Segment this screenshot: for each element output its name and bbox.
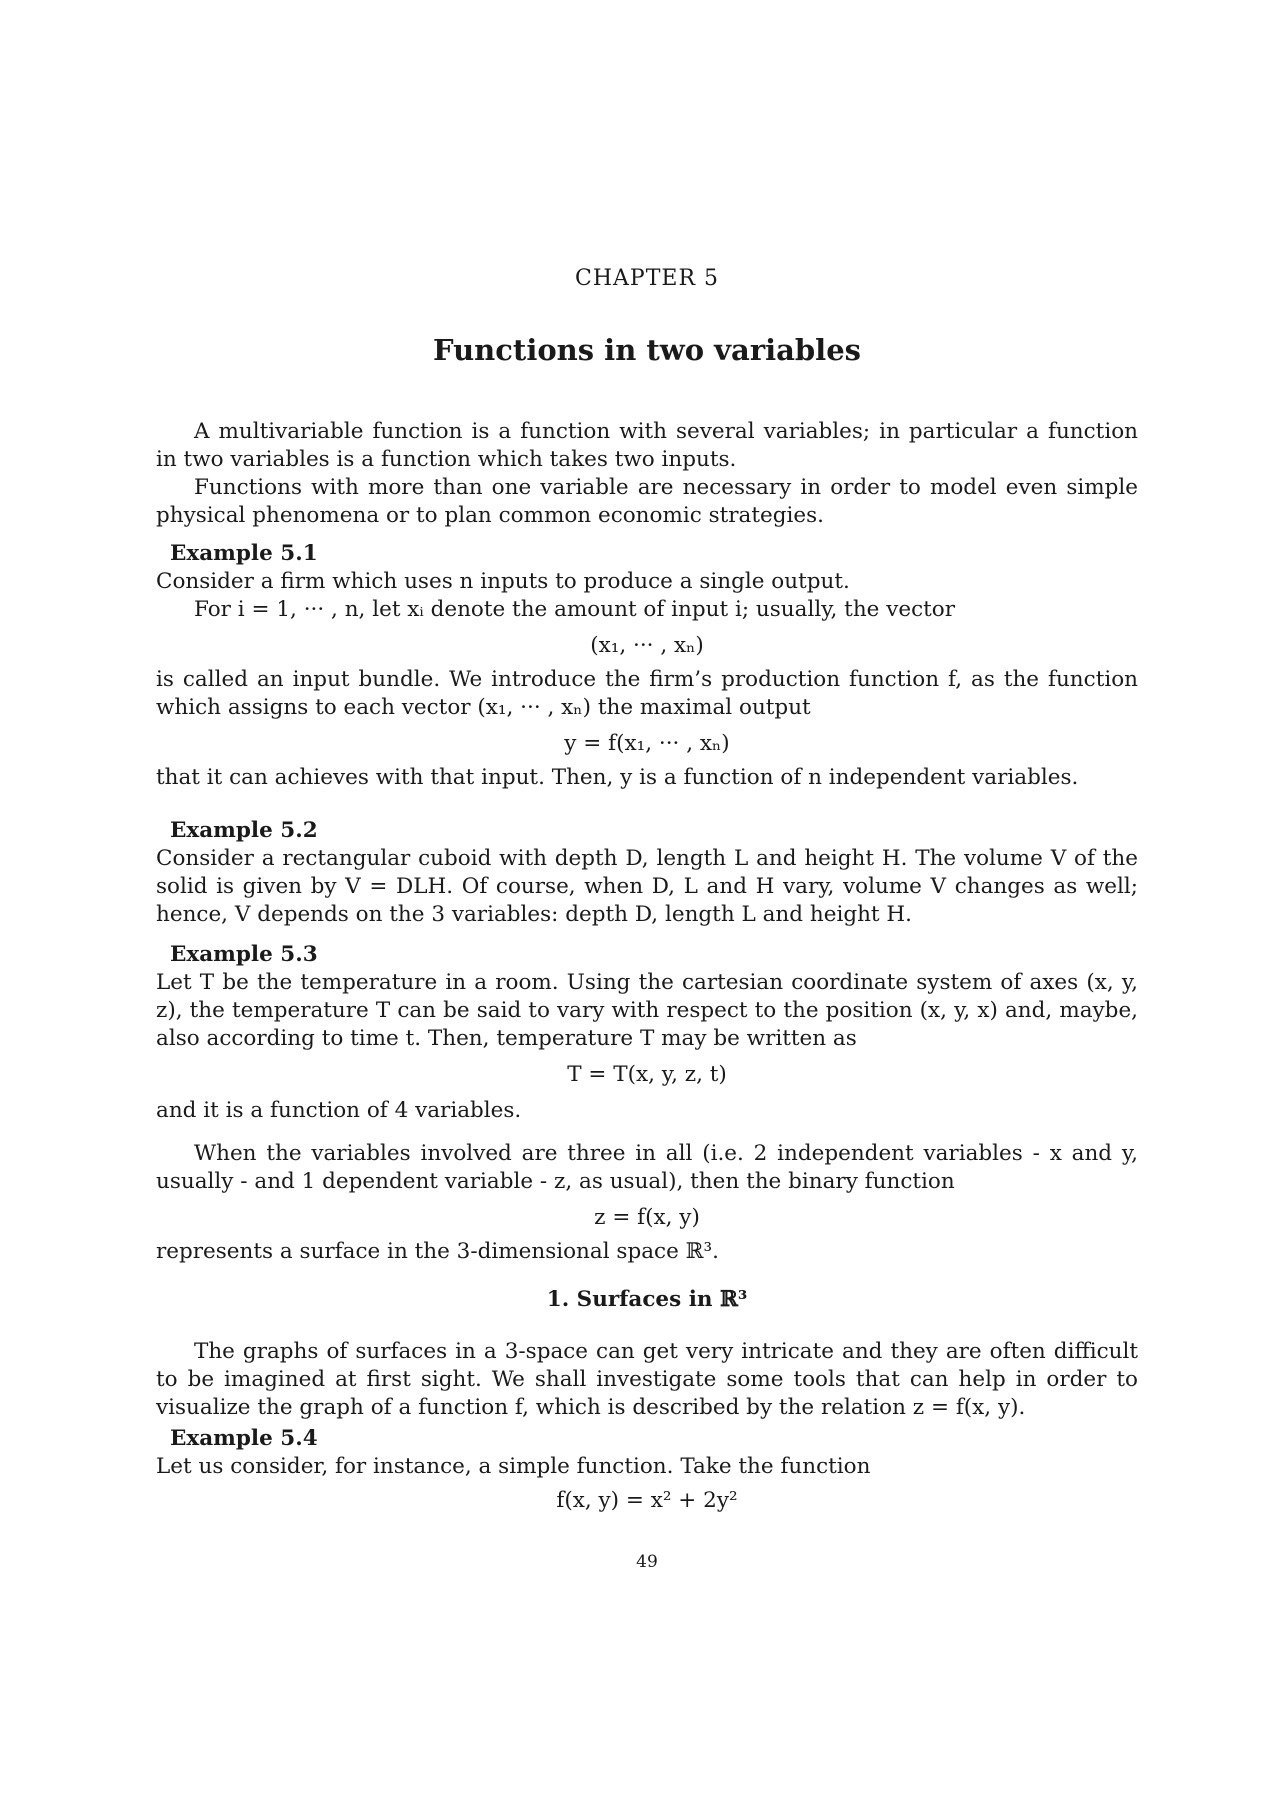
section-1-text: [156, 1338, 1138, 1422]
example-text: Consider a rectangular cuboid with depth D, length L and height H. The volume V of the solid is given by V = DLH. Of course, when D, L and H vary, volume V changes as well; hence, V depends on the 3 variables: depth D, length L and height H.: [156, 846, 1138, 927]
example-text: Consider a firm which uses n inputs to produce a single output.: [156, 569, 850, 594]
intro-block: [156, 418, 1138, 530]
example-text: Let us consider, for instance, a simple function. Take the function: [156, 1454, 871, 1479]
equation: f(x, y) = x² + 2y²: [556, 1488, 738, 1513]
example-5-1: [156, 540, 1138, 792]
page-number: 49: [636, 1552, 658, 1572]
example-text: that it can achieves with that input. Then, y is a function of n independent variables.: [156, 765, 1079, 790]
example-5-2: [156, 817, 1138, 929]
intro-paragraph-2: Functions with more than one variable are necessary in order to model even simple physical phenomena or to plan common economic strategies.: [156, 475, 1138, 528]
body-paragraph: represents a surface in the 3-dimensional space ℝ³.: [156, 1239, 719, 1264]
body-paragraph: When the variables involved are three in all (i.e. 2 independent variables - x and y, usually - and 1 dependent variable - z, as usual), then the binary function: [156, 1141, 1138, 1194]
body-paragraph: The graphs of surfaces in a 3-space can get very intricate and they are often difficult to be imagined at first sight. We shall investigate some tools that can help in order to visualize the graph of a function f, which is described by the relation z = f(x, y).: [156, 1339, 1138, 1420]
example-heading: Example 5.2: [170, 818, 318, 843]
equation: (x₁, ··· , xₙ): [590, 633, 704, 658]
chapter-title: Functions in two variables: [433, 333, 861, 367]
example-heading: Example 5.3: [170, 942, 318, 967]
binary-function-block: [156, 1140, 1138, 1266]
equation: y = f(x₁, ··· , xₙ): [564, 731, 730, 756]
example-heading: Example 5.1: [170, 541, 318, 566]
equation: T = T(x, y, z, t): [567, 1062, 727, 1087]
example-text: For i = 1, ··· , n, let xᵢ denote the amount of input i; usually, the vector: [194, 597, 955, 622]
equation: z = f(x, y): [594, 1205, 700, 1230]
example-text: Let T be the temperature in a room. Using the cartesian coordinate system of axes (x, y, z), the temperature T can be said to vary with respect to the position (x, y, x) and, maybe, also according to time t. Then, temperature T may be written as: [156, 970, 1138, 1051]
section-heading: 1. Surfaces in ℝ³: [546, 1287, 748, 1312]
example-text: is called an input bundle. We introduce the firm’s production function f, as the function which assigns to each vector (x₁, ··· , xₙ) the maximal output: [156, 667, 1138, 720]
example-5-3: [156, 941, 1138, 1125]
example-heading: Example 5.4: [170, 1426, 318, 1451]
intro-paragraph-1: A multivariable function is a function with several variables; in particular a function in two variables is a function which takes two inputs.: [156, 419, 1138, 472]
document-page: [156, 0, 1138, 1811]
chapter-label: CHAPTER 5: [575, 266, 719, 291]
example-5-4: [156, 1425, 1138, 1515]
example-text: and it is a function of 4 variables.: [156, 1098, 522, 1123]
